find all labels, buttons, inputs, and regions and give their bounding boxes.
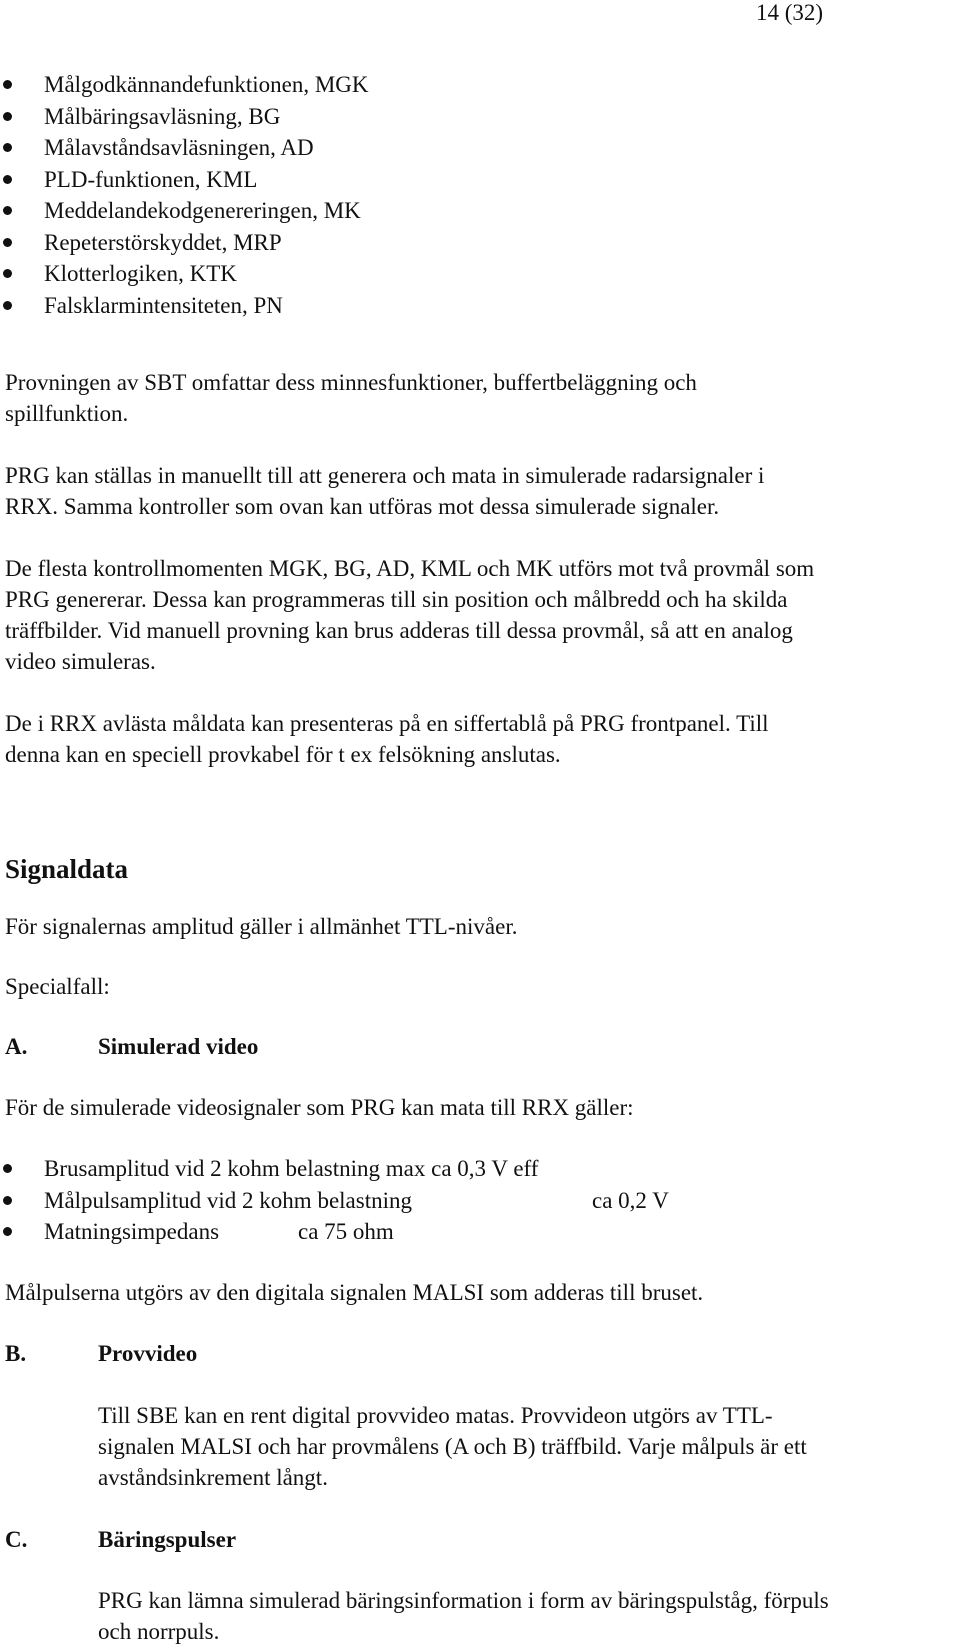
paragraph-prg-line-1: PRG kan ställas in manuellt till att generera och mata in simulerade radarsignaler i	[5, 463, 765, 488]
paragraph-provvideo-line-1: Till SBE kan en rent digital provvideo matas. Provvideon utgörs av TTL-	[98, 1403, 773, 1428]
bullet-icon	[3, 112, 12, 121]
paragraph-sbt-line-2: spillfunktion.	[5, 401, 129, 426]
section-b-title: Provvideo	[98, 1341, 198, 1366]
paragraph-provvideo-line-3: avståndsinkrement långt.	[98, 1465, 328, 1490]
section-heading: Signaldata	[5, 854, 129, 884]
list-item: Målpulsamplitud vid 2 kohm belastning	[0, 1185, 538, 1217]
list-item: PLD-funktionen, KML	[0, 164, 369, 196]
paragraph-kontroll-line-3: träffbilder. Vid manuell provning kan brus adderas till dessa provmål, så att en analog	[5, 618, 793, 643]
section-a-title: Simulerad video	[98, 1034, 259, 1059]
bullet-icon	[3, 269, 12, 278]
paragraph-baring-line-1: PRG kan lämna simulerad bäringsinformation i form av bäringspulståg, förpuls	[98, 1588, 829, 1613]
list-item: Repeterstörskyddet, MRP	[0, 227, 369, 259]
list-item: Målbäringsavläsning, BG	[0, 101, 369, 133]
signal-spec-list	[0, 1153, 538, 1248]
bullet-icon	[3, 1196, 12, 1205]
bullet-icon	[3, 206, 12, 215]
bullet-icon	[3, 238, 12, 247]
paragraph-specialfall: Specialfall:	[5, 974, 110, 999]
paragraph-prg-line-2: RRX. Samma kontroller som ovan kan utföras mot dessa simulerade signaler.	[5, 494, 720, 519]
paragraph-maldata-line-1: De i RRX avlästa måldata kan presenteras på en siffertablå på PRG frontpanel. Till	[5, 711, 769, 736]
list-item: Målavståndsavläsningen, AD	[0, 132, 369, 164]
list-item: Meddelandekodgenereringen, MK	[0, 195, 369, 227]
paragraph-maldata-line-2: denna kan en speciell provkabel för t ex felsökning anslutas.	[5, 742, 561, 767]
section-b-letter: B.	[5, 1341, 27, 1366]
spec-value: ca 0,2 V	[592, 1188, 669, 1213]
list-item: Målgodkännandefunktionen, MGK	[0, 69, 369, 101]
paragraph-malpulser: Målpulserna utgörs av den digitala signalen MALSI som adderas till bruset.	[5, 1280, 704, 1305]
bullet-icon	[3, 1164, 12, 1173]
paragraph-kontroll-line-1: De flesta kontrollmomenten MGK, BG, AD, KML och MK utförs mot två provmål som	[5, 556, 815, 581]
section-c-title: Bäringspulser	[98, 1527, 237, 1552]
paragraph-kontroll-line-2: PRG genererar. Dessa kan programmeras till sin position och målbredd och ha skilda	[5, 587, 788, 612]
list-item: Klotterlogiken, KTK	[0, 258, 369, 290]
paragraph-baring-line-2: och norrpuls.	[98, 1619, 220, 1644]
function-list	[0, 69, 369, 321]
bullet-icon	[3, 1227, 12, 1236]
section-a-letter: A.	[5, 1034, 28, 1059]
list-item: Matningsimpedans	[0, 1216, 538, 1248]
paragraph-provvideo-line-2: signalen MALSI och har provmålens (A och B) träffbild. Varje målpuls är ett	[98, 1434, 807, 1459]
page-number: 14 (32)	[756, 0, 824, 25]
paragraph-kontroll-line-4: video simuleras.	[5, 649, 156, 674]
paragraph-sbt-line-1: Provningen av SBT omfattar dess minnesfunktioner, buffertbeläggning och	[5, 370, 697, 395]
bullet-icon	[3, 301, 12, 310]
list-item: Brusamplitud vid 2 kohm belastning max ca 0,3 V eff	[0, 1153, 538, 1185]
list-item: Falsklarmintensiteten, PN	[0, 290, 369, 322]
paragraph-amplitud: För signalernas amplitud gäller i allmänhet TTL-nivåer.	[5, 914, 518, 939]
bullet-icon	[3, 143, 12, 152]
bullet-icon	[3, 175, 12, 184]
paragraph-video-intro: För de simulerade videosignaler som PRG kan mata till RRX gäller:	[5, 1095, 634, 1120]
bullet-icon	[3, 80, 12, 89]
section-c-letter: C.	[5, 1527, 28, 1552]
spec-value: ca 75 ohm	[298, 1219, 394, 1244]
